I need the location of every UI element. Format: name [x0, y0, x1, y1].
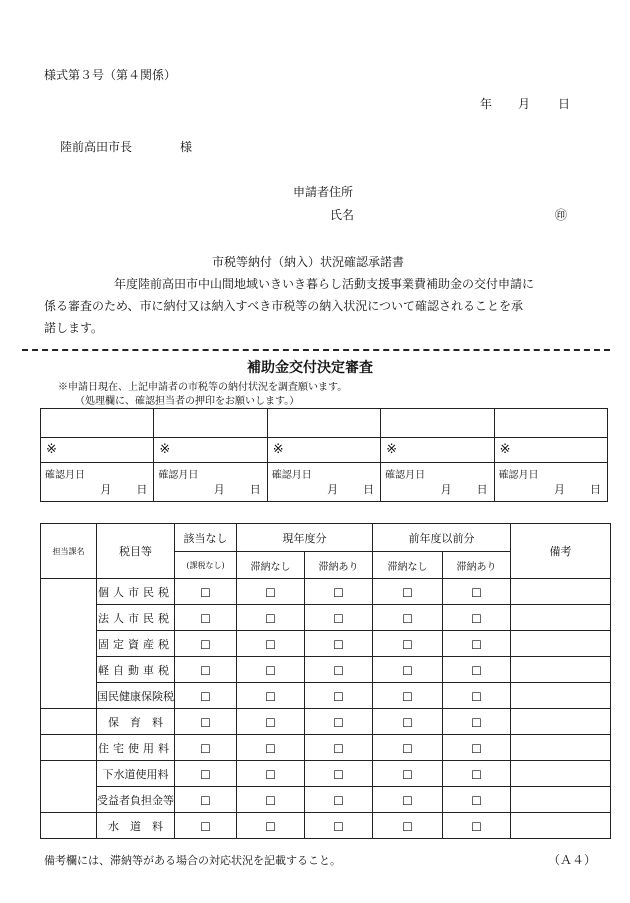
dept-cell[interactable] [41, 761, 97, 813]
stamp-mark[interactable]: ※ [154, 438, 267, 463]
checkbox-cell[interactable] [237, 761, 305, 787]
header-previous-arrears: 滞納あり [443, 552, 511, 579]
header-remarks: 備考 [511, 524, 611, 579]
table-row [41, 605, 611, 631]
checkbox-icon[interactable]: ☐ [402, 690, 413, 704]
checkbox-icon[interactable]: ☐ [265, 768, 276, 782]
checkbox-icon[interactable]: ☐ [333, 768, 344, 782]
checkbox-cell[interactable] [305, 735, 373, 761]
checkbox-cell[interactable] [305, 605, 373, 631]
confirm-day: 日 [249, 483, 261, 496]
checkbox-icon[interactable]: ☐ [265, 690, 276, 704]
confirm-month: 月 [327, 483, 339, 496]
date-year-label: 年 [480, 97, 493, 111]
remarks-cell[interactable] [511, 761, 611, 787]
remarks-cell[interactable] [511, 605, 611, 631]
remarks-cell[interactable] [511, 787, 611, 813]
checkbox-icon[interactable]: ☐ [200, 768, 211, 782]
remarks-cell[interactable] [511, 735, 611, 761]
checkbox-icon[interactable]: ☐ [265, 820, 276, 834]
header-current-arrears: 滞納あり [305, 552, 373, 579]
checkbox-icon[interactable]: ☐ [333, 612, 344, 626]
remarks-cell[interactable] [511, 579, 611, 605]
table-row [41, 761, 611, 787]
checkbox-icon[interactable]: ☐ [333, 716, 344, 730]
checkbox-icon[interactable]: ☐ [402, 768, 413, 782]
checkbox-icon[interactable]: ☐ [265, 638, 276, 652]
checkbox-icon[interactable]: ☐ [402, 794, 413, 808]
checkbox-cell[interactable] [305, 709, 373, 735]
checkbox-icon[interactable]: ☐ [265, 716, 276, 730]
checkbox-cell[interactable] [443, 657, 511, 683]
consent-title: 市税等納付（納入）状況確認承諾書 [212, 255, 405, 269]
review-title: 補助金交付決定審査 [247, 360, 373, 376]
confirm-date-label: 確認月日 [498, 470, 539, 481]
applicant-address-label: 申請者住所 [293, 185, 354, 199]
header-dept: 担当課名 [41, 524, 97, 579]
checkbox-icon[interactable]: ☐ [402, 716, 413, 730]
confirm-date-cell[interactable] [267, 463, 380, 502]
table-row [41, 735, 611, 761]
confirm-day: 日 [363, 483, 375, 496]
tax-item: 受益者負担金等 [97, 787, 175, 813]
confirm-date-label: 確認月日 [45, 470, 85, 481]
checkbox-cell[interactable] [373, 709, 443, 735]
confirm-month: 月 [440, 483, 452, 496]
stamp-cell[interactable] [494, 409, 607, 438]
checkbox-icon[interactable]: ☐ [200, 820, 211, 834]
checkbox-cell[interactable] [175, 605, 237, 631]
tax-item: 軽自動車税 [97, 657, 175, 683]
confirm-date-cell[interactable] [494, 463, 607, 502]
checkbox-cell[interactable] [237, 709, 305, 735]
checkbox-cell[interactable] [443, 605, 511, 631]
checkbox-icon[interactable]: ☐ [471, 820, 482, 834]
checkbox-icon[interactable]: ☐ [471, 612, 482, 626]
stamp-mark[interactable]: ※ [381, 438, 494, 463]
seal-mark: ㊞ [555, 208, 568, 222]
checkbox-cell[interactable] [373, 761, 443, 787]
review-note-2: （処理欄に、確認担当者の押印をお願いします。） [75, 396, 300, 407]
confirm-date-cell[interactable] [41, 463, 154, 502]
checkbox-icon[interactable]: ☐ [200, 716, 211, 730]
checkbox-cell[interactable] [175, 787, 237, 813]
checkbox-cell[interactable] [443, 735, 511, 761]
checkbox-cell[interactable] [305, 579, 373, 605]
consent-line-2: 係る審査のため、市に納付又は納入すべき市税等の納入状況について確認されることを承 [44, 299, 524, 313]
checkbox-icon[interactable]: ☐ [471, 794, 482, 808]
table-header-row [41, 524, 611, 552]
confirm-date-cell[interactable] [381, 463, 494, 502]
stamp-cell[interactable] [267, 409, 380, 438]
checkbox-cell[interactable] [373, 605, 443, 631]
checkbox-cell[interactable] [305, 813, 373, 839]
checkbox-icon[interactable]: ☐ [471, 768, 482, 782]
tax-item: 法人市民税 [97, 605, 175, 631]
checkbox-icon[interactable]: ☐ [265, 586, 276, 600]
header-current-no-arrears: 滞納なし [237, 552, 305, 579]
confirm-date-label: 確認月日 [385, 470, 426, 481]
checkbox-cell[interactable] [305, 787, 373, 813]
stamp-blank-row [41, 409, 608, 438]
addressee-name: 陸前高田市長 [60, 140, 133, 154]
header-previous-no-arrears: 滞納なし [373, 552, 443, 579]
checkbox-cell[interactable] [305, 657, 373, 683]
remarks-cell[interactable] [511, 657, 611, 683]
header-previous: 前年度以前分 [373, 524, 511, 552]
table-row [41, 709, 611, 735]
confirm-month: 月 [554, 483, 565, 496]
checkbox-icon[interactable]: ☐ [265, 612, 276, 626]
checkbox-cell[interactable] [305, 761, 373, 787]
checkbox-cell[interactable] [175, 761, 237, 787]
header-none: 該当なし [175, 524, 237, 552]
confirm-date-cell[interactable] [154, 463, 267, 502]
table-row [41, 657, 611, 683]
confirm-day: 日 [590, 483, 601, 496]
checkbox-cell[interactable] [373, 579, 443, 605]
checkbox-icon[interactable]: ☐ [402, 586, 413, 600]
confirm-day: 日 [476, 483, 488, 496]
checkbox-cell[interactable] [373, 813, 443, 839]
checkbox-cell[interactable] [237, 657, 305, 683]
checkbox-icon[interactable]: ☐ [471, 742, 482, 756]
tax-item: 下水道使用料 [97, 761, 175, 787]
checkbox-icon[interactable]: ☐ [333, 820, 344, 834]
table-row [41, 631, 611, 657]
consent-line-3: 諾します。 [44, 321, 104, 335]
checkbox-cell[interactable] [175, 813, 237, 839]
tax-item: 固定資産税 [97, 631, 175, 657]
footer-note: 備考欄には、滞納等がある場合の対応状況を記載すること。 [44, 854, 341, 867]
checkbox-cell[interactable] [443, 813, 511, 839]
date-day-label: 日 [558, 97, 571, 111]
confirm-day: 日 [136, 483, 148, 496]
checkbox-icon[interactable]: ☐ [200, 664, 211, 678]
checkbox-cell[interactable] [373, 683, 443, 709]
checkbox-icon[interactable]: ☐ [402, 612, 413, 626]
tax-item: 保 育 料 [97, 709, 175, 735]
checkbox-icon[interactable]: ☐ [402, 742, 413, 756]
confirm-month: 月 [100, 483, 112, 496]
checkbox-cell[interactable] [237, 683, 305, 709]
stamp-cell[interactable] [381, 409, 494, 438]
header-none-sub: (課税なし) [175, 552, 237, 579]
cut-line-divider [22, 349, 610, 351]
checkbox-icon[interactable]: ☐ [333, 742, 344, 756]
checkbox-icon[interactable]: ☐ [402, 638, 413, 652]
stamp-mark-row [41, 438, 608, 463]
checkbox-cell[interactable] [237, 813, 305, 839]
paper-size: （Ａ４） [548, 853, 597, 867]
tax-status-table [40, 523, 611, 839]
checkbox-cell[interactable] [175, 631, 237, 657]
stamp-cell[interactable] [154, 409, 267, 438]
addressee-honorific: 様 [180, 140, 193, 154]
consent-line-1: 年度陸前高田市中山間地域いきいき暮らし活動支援事業費補助金の交付申請に [114, 277, 535, 291]
confirm-month: 月 [213, 483, 225, 496]
checkbox-cell[interactable] [305, 683, 373, 709]
checkbox-cell[interactable] [443, 761, 511, 787]
table-row [41, 579, 611, 605]
checkbox-cell[interactable] [237, 605, 305, 631]
checkbox-icon[interactable]: ☐ [333, 586, 344, 600]
checkbox-icon[interactable]: ☐ [200, 612, 211, 626]
checkbox-cell[interactable] [443, 709, 511, 735]
confirm-date-label: 確認月日 [271, 470, 312, 481]
dept-cell[interactable] [41, 735, 97, 761]
stamp-table [40, 408, 608, 502]
checkbox-icon[interactable]: ☐ [471, 638, 482, 652]
checkbox-cell[interactable] [175, 657, 237, 683]
stamp-mark[interactable]: ※ [267, 438, 380, 463]
stamp-mark[interactable]: ※ [494, 438, 607, 463]
checkbox-icon[interactable]: ☐ [402, 820, 413, 834]
checkbox-cell[interactable] [443, 787, 511, 813]
review-note-1: ※申請日現在、上記申請者の市税等の納付状況を調査願います。 [58, 382, 348, 393]
checkbox-cell[interactable] [373, 787, 443, 813]
stamp-cell[interactable] [41, 409, 154, 438]
checkbox-cell[interactable] [237, 735, 305, 761]
checkbox-cell[interactable] [175, 735, 237, 761]
header-current: 現年度分 [237, 524, 373, 552]
checkbox-cell[interactable] [237, 631, 305, 657]
checkbox-icon[interactable]: ☐ [471, 586, 482, 600]
remarks-cell[interactable] [511, 683, 611, 709]
checkbox-icon[interactable]: ☐ [200, 638, 211, 652]
checkbox-cell[interactable] [443, 683, 511, 709]
checkbox-icon[interactable]: ☐ [265, 664, 276, 678]
checkbox-cell[interactable] [443, 579, 511, 605]
checkbox-cell[interactable] [305, 631, 373, 657]
checkbox-cell[interactable] [175, 683, 237, 709]
checkbox-icon[interactable]: ☐ [333, 664, 344, 678]
tax-item: 個人市民税 [97, 579, 175, 605]
checkbox-cell[interactable] [373, 735, 443, 761]
dept-cell[interactable] [41, 579, 97, 709]
remarks-cell[interactable] [511, 813, 611, 839]
dept-cell[interactable] [41, 813, 97, 839]
checkbox-icon[interactable]: ☐ [200, 742, 211, 756]
checkbox-icon[interactable]: ☐ [471, 716, 482, 730]
table-row [41, 683, 611, 709]
checkbox-icon[interactable]: ☐ [471, 664, 482, 678]
checkbox-icon[interactable]: ☐ [333, 638, 344, 652]
header-item: 税目等 [97, 524, 175, 579]
checkbox-icon[interactable]: ☐ [200, 690, 211, 704]
remarks-cell[interactable] [511, 709, 611, 735]
stamp-date-row [41, 463, 608, 502]
checkbox-cell[interactable] [175, 709, 237, 735]
table-row [41, 787, 611, 813]
checkbox-icon[interactable]: ☐ [333, 690, 344, 704]
checkbox-icon[interactable]: ☐ [471, 690, 482, 704]
checkbox-icon[interactable]: ☐ [200, 794, 211, 808]
form-number: 様式第３号（第４関係） [44, 68, 177, 82]
applicant-name-label: 氏名 [330, 208, 355, 222]
stamp-mark[interactable]: ※ [41, 438, 154, 463]
date-month-label: 月 [518, 97, 531, 111]
checkbox-cell[interactable] [373, 657, 443, 683]
checkbox-cell[interactable] [237, 579, 305, 605]
dept-cell[interactable] [41, 709, 97, 735]
checkbox-icon[interactable]: ☐ [200, 586, 211, 600]
checkbox-cell[interactable] [237, 787, 305, 813]
checkbox-icon[interactable]: ☐ [402, 664, 413, 678]
remarks-cell[interactable] [511, 631, 611, 657]
checkbox-icon[interactable]: ☐ [265, 794, 276, 808]
confirm-date-label: 確認月日 [158, 470, 199, 481]
checkbox-cell[interactable] [373, 631, 443, 657]
tax-item: 水 道 料 [97, 813, 175, 839]
checkbox-icon[interactable]: ☐ [333, 794, 344, 808]
tax-item: 住宅使用料 [97, 735, 175, 761]
checkbox-cell[interactable] [443, 631, 511, 657]
tax-item: 国民健康保険税 [97, 683, 175, 709]
checkbox-icon[interactable]: ☐ [265, 742, 276, 756]
table-row [41, 813, 611, 839]
checkbox-cell[interactable] [175, 579, 237, 605]
